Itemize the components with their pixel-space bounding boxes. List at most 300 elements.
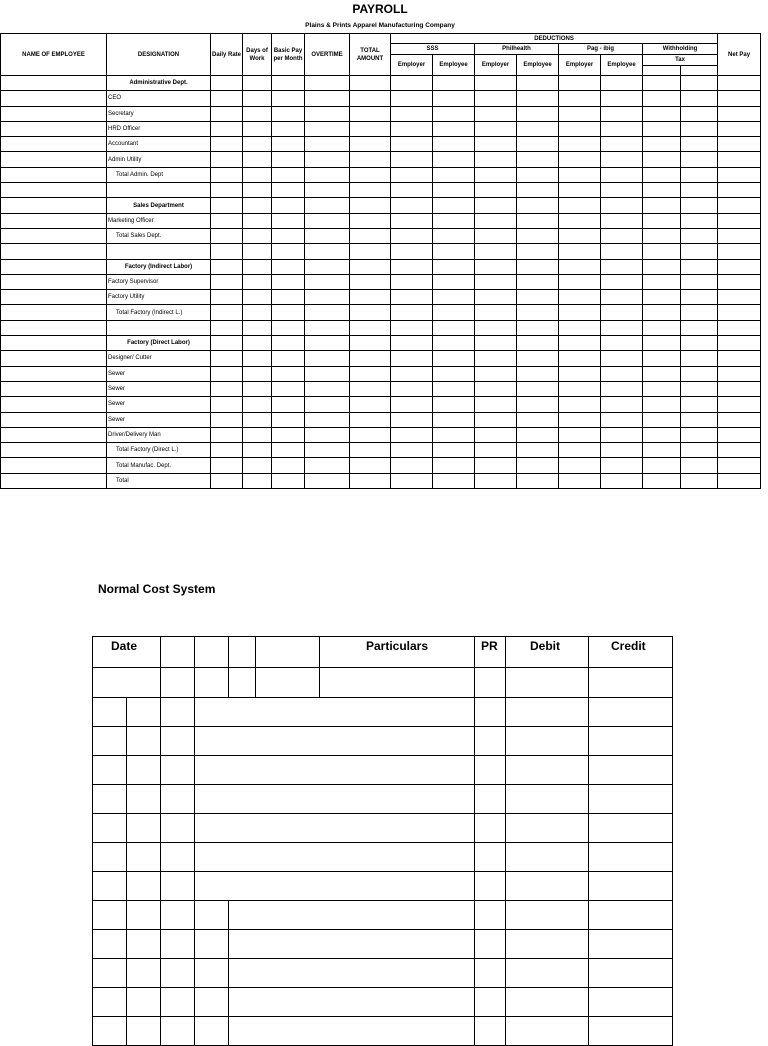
payroll-cell bbox=[350, 244, 391, 259]
payroll-cell bbox=[643, 228, 681, 243]
journal-cell bbox=[589, 930, 673, 959]
journal-cell bbox=[506, 785, 589, 814]
payroll-cell bbox=[517, 91, 559, 106]
payroll-cell bbox=[305, 381, 350, 396]
designation-cell bbox=[107, 320, 211, 335]
payroll-cell bbox=[475, 336, 517, 351]
payroll-cell bbox=[718, 76, 761, 91]
payroll-cell bbox=[681, 167, 718, 182]
payroll-cell bbox=[475, 152, 517, 167]
payroll-cell bbox=[475, 290, 517, 305]
payroll-cell bbox=[350, 106, 391, 121]
journal-cell bbox=[195, 988, 229, 1017]
journal-cell bbox=[229, 668, 256, 698]
payroll-cell bbox=[1, 290, 107, 305]
payroll-cell bbox=[305, 259, 350, 274]
col-basic-pay-header: Basic Pay per Month bbox=[272, 34, 305, 76]
payroll-cell bbox=[643, 121, 681, 136]
payroll-cell bbox=[243, 198, 272, 213]
designation-cell: Accountant bbox=[107, 137, 211, 152]
journal-cell bbox=[161, 756, 195, 785]
designation-cell: Factory (Indirect Labor) bbox=[107, 259, 211, 274]
payroll-cell bbox=[475, 366, 517, 381]
payroll-cell bbox=[272, 443, 305, 458]
payroll-cell bbox=[601, 152, 643, 167]
payroll-cell bbox=[559, 443, 601, 458]
payroll-cell bbox=[305, 458, 350, 473]
journal-cell bbox=[195, 843, 475, 872]
payroll-title: PAYROLL bbox=[352, 2, 408, 16]
payroll-cell bbox=[1, 213, 107, 228]
payroll-cell bbox=[475, 91, 517, 106]
payroll-cell bbox=[391, 244, 433, 259]
journal-row bbox=[93, 814, 673, 843]
journal-cell bbox=[161, 988, 195, 1017]
payroll-cell bbox=[211, 91, 243, 106]
payroll-cell bbox=[243, 213, 272, 228]
journal-cell bbox=[93, 814, 127, 843]
payroll-row bbox=[1, 290, 761, 305]
payroll-cell bbox=[391, 121, 433, 136]
payroll-cell bbox=[681, 305, 718, 320]
payroll-cell bbox=[517, 427, 559, 442]
journal-row bbox=[93, 1017, 673, 1046]
payroll-cell bbox=[601, 305, 643, 320]
payroll-cell bbox=[601, 91, 643, 106]
payroll-cell bbox=[643, 366, 681, 381]
journal-row bbox=[93, 988, 673, 1017]
payroll-cell bbox=[350, 152, 391, 167]
payroll-cell bbox=[601, 76, 643, 91]
payroll-cell bbox=[681, 106, 718, 121]
payroll-cell bbox=[391, 305, 433, 320]
payroll-cell bbox=[350, 366, 391, 381]
payroll-cell bbox=[601, 290, 643, 305]
payroll-cell bbox=[211, 76, 243, 91]
payroll-cell bbox=[211, 381, 243, 396]
journal-cell bbox=[589, 988, 673, 1017]
journal-cell bbox=[229, 1017, 475, 1046]
payroll-cell bbox=[559, 274, 601, 289]
payroll-cell bbox=[211, 183, 243, 198]
payroll-cell bbox=[517, 336, 559, 351]
payroll-cell bbox=[1, 443, 107, 458]
journal-cell bbox=[161, 727, 195, 756]
payroll-cell bbox=[643, 473, 681, 488]
journal-cell bbox=[161, 843, 195, 872]
payroll-cell bbox=[643, 427, 681, 442]
payroll-row bbox=[1, 336, 761, 351]
journal-cell bbox=[506, 668, 589, 698]
payroll-cell bbox=[559, 213, 601, 228]
payroll-cell bbox=[433, 259, 475, 274]
payroll-cell bbox=[243, 274, 272, 289]
journal-cell bbox=[93, 698, 127, 727]
payroll-cell bbox=[475, 305, 517, 320]
payroll-cell bbox=[305, 167, 350, 182]
payroll-cell bbox=[350, 412, 391, 427]
payroll-cell bbox=[681, 152, 718, 167]
payroll-cell bbox=[475, 228, 517, 243]
payroll-cell bbox=[243, 152, 272, 167]
payroll-cell bbox=[243, 290, 272, 305]
payroll-cell bbox=[391, 259, 433, 274]
payroll-cell bbox=[211, 366, 243, 381]
payroll-cell bbox=[559, 412, 601, 427]
payroll-cell bbox=[391, 91, 433, 106]
payroll-cell bbox=[305, 320, 350, 335]
payroll-cell bbox=[305, 76, 350, 91]
payroll-cell bbox=[305, 473, 350, 488]
journal-row bbox=[93, 698, 673, 727]
payroll-cell bbox=[643, 397, 681, 412]
payroll-cell bbox=[475, 198, 517, 213]
payroll-cell bbox=[559, 427, 601, 442]
payroll-cell bbox=[305, 198, 350, 213]
payroll-cell bbox=[243, 121, 272, 136]
payroll-cell bbox=[681, 290, 718, 305]
payroll-cell bbox=[718, 443, 761, 458]
payroll-cell bbox=[391, 106, 433, 121]
payroll-cell bbox=[350, 336, 391, 351]
payroll-cell bbox=[305, 397, 350, 412]
designation-cell: Admin Utility bbox=[107, 152, 211, 167]
payroll-cell bbox=[1, 76, 107, 91]
journal-cell bbox=[475, 727, 506, 756]
payroll-cell bbox=[1, 412, 107, 427]
payroll-cell bbox=[475, 412, 517, 427]
journal-cell bbox=[506, 901, 589, 930]
payroll-cell bbox=[305, 106, 350, 121]
journal-cell bbox=[506, 727, 589, 756]
payroll-cell bbox=[272, 427, 305, 442]
payroll-cell bbox=[243, 305, 272, 320]
journal-cell bbox=[589, 727, 673, 756]
journal-cell bbox=[195, 1017, 229, 1046]
payroll-cell bbox=[272, 259, 305, 274]
payroll-cell bbox=[643, 274, 681, 289]
journal-cell bbox=[506, 814, 589, 843]
payroll-cell bbox=[243, 259, 272, 274]
designation-cell: Sewer bbox=[107, 381, 211, 396]
philhealth-header: Philhealth bbox=[475, 44, 559, 55]
payroll-cell bbox=[559, 91, 601, 106]
journal-cell bbox=[93, 843, 127, 872]
sss-header: SSS bbox=[391, 44, 475, 55]
journal-cell bbox=[127, 698, 161, 727]
payroll-cell bbox=[211, 458, 243, 473]
payroll-cell bbox=[601, 213, 643, 228]
payroll-cell bbox=[350, 381, 391, 396]
payroll-cell bbox=[211, 305, 243, 320]
payroll-cell bbox=[601, 351, 643, 366]
payroll-cell bbox=[718, 458, 761, 473]
payroll-cell bbox=[350, 320, 391, 335]
payroll-cell bbox=[433, 366, 475, 381]
payroll-cell bbox=[681, 213, 718, 228]
payroll-cell bbox=[718, 336, 761, 351]
payroll-cell bbox=[350, 427, 391, 442]
payroll-cell bbox=[211, 320, 243, 335]
payroll-cell bbox=[643, 152, 681, 167]
payroll-cell bbox=[433, 381, 475, 396]
payroll-cell bbox=[718, 244, 761, 259]
payroll-cell bbox=[475, 473, 517, 488]
journal-cell bbox=[127, 727, 161, 756]
payroll-cell bbox=[391, 366, 433, 381]
payroll-cell bbox=[391, 274, 433, 289]
journal-cell bbox=[161, 637, 195, 668]
payroll-cell bbox=[1, 167, 107, 182]
payroll-cell bbox=[433, 91, 475, 106]
journal-cell bbox=[475, 814, 506, 843]
payroll-cell bbox=[243, 443, 272, 458]
journal-cell bbox=[589, 814, 673, 843]
payroll-cell bbox=[475, 381, 517, 396]
payroll-cell bbox=[517, 152, 559, 167]
journal-cell bbox=[127, 785, 161, 814]
journal-cell bbox=[475, 901, 506, 930]
journal-cell bbox=[475, 930, 506, 959]
payroll-cell bbox=[601, 274, 643, 289]
payroll-cell bbox=[211, 228, 243, 243]
journal-row bbox=[93, 959, 673, 988]
payroll-cell bbox=[601, 259, 643, 274]
payroll-cell bbox=[350, 473, 391, 488]
journal-cell bbox=[127, 959, 161, 988]
payroll-cell bbox=[601, 381, 643, 396]
journal-pr-header: PR bbox=[475, 637, 506, 668]
payroll-cell bbox=[559, 121, 601, 136]
payroll-cell bbox=[243, 412, 272, 427]
payroll-cell bbox=[681, 458, 718, 473]
payroll-cell bbox=[559, 458, 601, 473]
payroll-cell bbox=[243, 320, 272, 335]
payroll-cell bbox=[1, 198, 107, 213]
payroll-cell bbox=[475, 351, 517, 366]
journal-cell bbox=[161, 668, 195, 698]
payroll-row bbox=[1, 412, 761, 427]
journal-cell bbox=[127, 843, 161, 872]
payroll-cell bbox=[681, 137, 718, 152]
journal-cell bbox=[161, 930, 195, 959]
payroll-cell bbox=[391, 336, 433, 351]
payroll-cell bbox=[391, 213, 433, 228]
payroll-row bbox=[1, 458, 761, 473]
designation-cell: HRD Officer bbox=[107, 121, 211, 136]
payroll-cell bbox=[601, 198, 643, 213]
payroll-cell bbox=[517, 183, 559, 198]
payroll-cell bbox=[559, 137, 601, 152]
payroll-cell bbox=[211, 443, 243, 458]
payroll-cell bbox=[433, 336, 475, 351]
payroll-cell bbox=[517, 76, 559, 91]
payroll-row bbox=[1, 183, 761, 198]
journal-cell bbox=[127, 988, 161, 1017]
payroll-cell bbox=[211, 244, 243, 259]
payroll-cell bbox=[1, 458, 107, 473]
payroll-cell bbox=[559, 152, 601, 167]
payroll-cell bbox=[681, 351, 718, 366]
payroll-cell bbox=[433, 458, 475, 473]
payroll-cell bbox=[350, 458, 391, 473]
journal-row bbox=[93, 843, 673, 872]
journal-cell bbox=[195, 756, 475, 785]
payroll-cell bbox=[1, 336, 107, 351]
payroll-cell bbox=[559, 244, 601, 259]
col-daily-rate-header: Daily Rate bbox=[211, 34, 243, 76]
payroll-cell bbox=[350, 228, 391, 243]
withholding-header: Withholding bbox=[643, 44, 718, 55]
payroll-cell bbox=[681, 121, 718, 136]
journal-cell bbox=[589, 901, 673, 930]
col-net-pay-header: Net Pay bbox=[718, 34, 761, 76]
payroll-cell bbox=[243, 336, 272, 351]
payroll-cell bbox=[475, 167, 517, 182]
journal-cell bbox=[93, 727, 127, 756]
payroll-cell bbox=[1, 366, 107, 381]
payroll-cell bbox=[211, 336, 243, 351]
journal-cell bbox=[475, 959, 506, 988]
journal-cell bbox=[195, 959, 229, 988]
payroll-cell bbox=[718, 152, 761, 167]
payroll-cell bbox=[517, 320, 559, 335]
journal-cell bbox=[506, 988, 589, 1017]
payroll-cell bbox=[601, 228, 643, 243]
payroll-cell bbox=[475, 397, 517, 412]
payroll-cell bbox=[601, 183, 643, 198]
journal-row bbox=[93, 756, 673, 785]
payroll-cell bbox=[517, 213, 559, 228]
journal-cell bbox=[195, 814, 475, 843]
payroll-cell bbox=[681, 336, 718, 351]
journal-cell bbox=[127, 756, 161, 785]
payroll-cell bbox=[601, 397, 643, 412]
sss-employee-header: Employee bbox=[433, 55, 475, 76]
payroll-cell bbox=[211, 274, 243, 289]
journal-row bbox=[93, 785, 673, 814]
payroll-cell bbox=[433, 320, 475, 335]
payroll-cell bbox=[350, 76, 391, 91]
payroll-cell bbox=[718, 183, 761, 198]
payroll-cell bbox=[643, 76, 681, 91]
payroll-cell bbox=[643, 443, 681, 458]
journal-cell bbox=[195, 698, 475, 727]
payroll-cell bbox=[718, 366, 761, 381]
payroll-cell bbox=[517, 228, 559, 243]
payroll-cell bbox=[1, 106, 107, 121]
payroll-cell bbox=[559, 167, 601, 182]
payroll-cell bbox=[243, 473, 272, 488]
payroll-row bbox=[1, 198, 761, 213]
payroll-cell bbox=[272, 167, 305, 182]
journal-cell bbox=[93, 959, 127, 988]
payroll-cell bbox=[517, 351, 559, 366]
journal-cell bbox=[161, 1017, 195, 1046]
journal-cell bbox=[506, 756, 589, 785]
payroll-cell bbox=[1, 305, 107, 320]
journal-cell bbox=[475, 756, 506, 785]
payroll-cell bbox=[718, 228, 761, 243]
payroll-cell bbox=[718, 137, 761, 152]
payroll-cell bbox=[305, 183, 350, 198]
payroll-cell bbox=[243, 244, 272, 259]
payroll-cell bbox=[350, 351, 391, 366]
payroll-cell bbox=[718, 290, 761, 305]
journal-cell bbox=[161, 814, 195, 843]
payroll-cell bbox=[243, 381, 272, 396]
journal-cell bbox=[589, 959, 673, 988]
payroll-cell bbox=[243, 351, 272, 366]
designation-cell: Driver/Delivery Man bbox=[107, 427, 211, 442]
journal-cell bbox=[195, 637, 229, 668]
payroll-cell bbox=[517, 137, 559, 152]
journal-cell bbox=[195, 727, 475, 756]
payroll-cell bbox=[718, 167, 761, 182]
payroll-cell bbox=[272, 76, 305, 91]
payroll-cell bbox=[305, 274, 350, 289]
payroll-cell bbox=[272, 305, 305, 320]
payroll-cell bbox=[391, 183, 433, 198]
payroll-cell bbox=[350, 259, 391, 274]
designation-cell bbox=[107, 183, 211, 198]
payroll-cell bbox=[517, 290, 559, 305]
payroll-row bbox=[1, 274, 761, 289]
payroll-cell bbox=[243, 427, 272, 442]
payroll-cell bbox=[718, 274, 761, 289]
journal-table bbox=[92, 636, 673, 1046]
payroll-cell bbox=[211, 213, 243, 228]
payroll-table bbox=[0, 33, 761, 489]
payroll-cell bbox=[517, 244, 559, 259]
payroll-cell bbox=[391, 458, 433, 473]
payroll-cell bbox=[559, 76, 601, 91]
payroll-cell bbox=[475, 274, 517, 289]
designation-cell: Total bbox=[107, 473, 211, 488]
journal-row bbox=[93, 901, 673, 930]
journal-cell bbox=[161, 959, 195, 988]
designation-cell: Administrative Dept. bbox=[107, 76, 211, 91]
payroll-cell bbox=[243, 397, 272, 412]
payroll-cell bbox=[433, 228, 475, 243]
journal-cell bbox=[93, 872, 127, 901]
journal-cell bbox=[475, 785, 506, 814]
journal-cell bbox=[475, 988, 506, 1017]
payroll-cell bbox=[1, 381, 107, 396]
payroll-cell bbox=[475, 320, 517, 335]
designation-cell: Sewer bbox=[107, 412, 211, 427]
designation-cell: CEO bbox=[107, 91, 211, 106]
payroll-cell bbox=[433, 183, 475, 198]
designation-cell bbox=[107, 244, 211, 259]
designation-cell: Total Sales Dept. bbox=[107, 228, 211, 243]
payroll-cell bbox=[305, 290, 350, 305]
payroll-cell bbox=[350, 121, 391, 136]
payroll-cell bbox=[681, 183, 718, 198]
payroll-cell bbox=[305, 412, 350, 427]
payroll-cell bbox=[718, 427, 761, 442]
payroll-cell bbox=[643, 259, 681, 274]
payroll-cell bbox=[433, 397, 475, 412]
payroll-cell bbox=[718, 259, 761, 274]
payroll-cell bbox=[601, 366, 643, 381]
payroll-cell bbox=[475, 213, 517, 228]
payroll-cell bbox=[1, 91, 107, 106]
payroll-cell bbox=[211, 427, 243, 442]
payroll-cell bbox=[517, 121, 559, 136]
payroll-cell bbox=[272, 137, 305, 152]
payroll-cell bbox=[681, 91, 718, 106]
